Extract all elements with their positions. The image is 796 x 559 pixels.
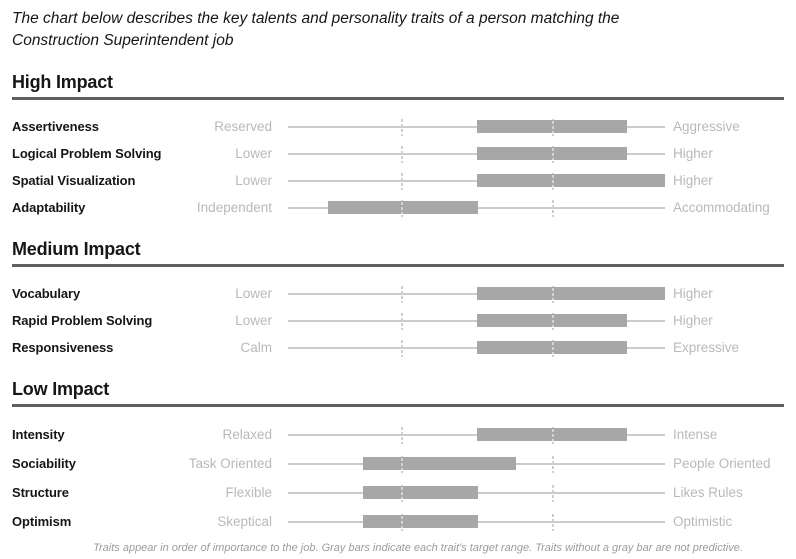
trait-scale-track: [288, 334, 665, 361]
section-title: High Impact: [12, 72, 113, 92]
trait-scale-track: [288, 478, 665, 507]
trait-name: Intensity: [12, 427, 65, 442]
scale-tick-overlay: [552, 342, 554, 354]
scale-tick: [401, 286, 403, 303]
left-anchor-label: Reserved: [214, 119, 272, 134]
trait-row: [12, 140, 784, 167]
trait-name: Spatial Visualization: [12, 173, 136, 188]
trait-row: [12, 194, 784, 221]
trait-name: Assertiveness: [12, 119, 99, 134]
section-divider-line: [12, 404, 784, 407]
trait-name: Sociability: [12, 456, 76, 471]
trait-rows: [12, 113, 784, 221]
left-anchor-label: Relaxed: [222, 427, 272, 442]
left-anchor-label: Independent: [196, 200, 272, 215]
trait-scale-track: [288, 307, 665, 334]
target-range-bar: [363, 486, 478, 499]
section-title: Low Impact: [12, 379, 110, 399]
scale-tick-overlay: [552, 148, 554, 160]
trait-name: Vocabulary: [12, 286, 81, 301]
right-anchor-label: Aggressive: [673, 119, 740, 134]
scale-tick: [401, 146, 403, 163]
scale-tick: [401, 340, 403, 357]
scale-tick: [552, 200, 554, 217]
trait-scale-track: [288, 507, 665, 536]
right-anchor-label: Higher: [673, 313, 713, 328]
impact-section: [12, 379, 784, 536]
left-anchor-label: Lower: [235, 173, 272, 188]
impact-section: [12, 239, 784, 361]
intro-text: The chart below describes the key talents and personality traits of a person matching the Construction Superintendent job: [12, 10, 620, 49]
left-anchor-label: Lower: [235, 146, 272, 161]
trait-row: [12, 280, 784, 307]
right-anchor-label: Intense: [673, 427, 718, 442]
left-anchor-label: Lower: [235, 313, 272, 328]
left-anchor-label: Lower: [235, 286, 272, 301]
scale-tick: [552, 514, 554, 531]
impact-section: [12, 72, 784, 221]
trait-name: Logical Problem Solving: [12, 146, 162, 161]
trait-scale-track: [288, 194, 665, 221]
trait-row: [12, 334, 784, 361]
trait-scale-track: [288, 113, 665, 140]
right-anchor-label: Higher: [673, 286, 713, 301]
trait-row: [12, 307, 784, 334]
right-anchor-label: Expressive: [673, 340, 740, 355]
right-anchor-label: Likes Rules: [673, 485, 743, 500]
trait-name: Adaptability: [12, 200, 86, 215]
target-range-bar: [363, 515, 478, 528]
trait-rows: [12, 280, 784, 361]
scale-tick-overlay: [552, 315, 554, 327]
left-anchor-label: Task Oriented: [188, 456, 272, 471]
scale-tick: [552, 485, 554, 502]
trait-name: Structure: [12, 485, 69, 500]
left-anchor-label: Flexible: [225, 485, 272, 500]
scale-tick-overlay: [552, 121, 554, 133]
trait-row: [12, 113, 784, 140]
right-anchor-label: Accommodating: [673, 200, 770, 215]
right-anchor-label: Optimistic: [673, 514, 733, 529]
right-anchor-label: People Oriented: [673, 456, 771, 471]
scale-tick-overlay: [401, 458, 403, 470]
trait-scale-track: [288, 140, 665, 167]
scale-tick-overlay: [401, 487, 403, 499]
trait-name: Responsiveness: [12, 340, 114, 355]
section-divider-line: [12, 264, 784, 267]
trait-row: [12, 167, 784, 194]
trait-row: [12, 478, 784, 507]
trait-row: [12, 507, 784, 536]
scale-tick: [401, 427, 403, 444]
left-anchor-label: Calm: [240, 340, 272, 355]
trait-scale-track: [288, 449, 665, 478]
section-title: Medium Impact: [12, 239, 141, 259]
trait-name: Optimism: [12, 514, 72, 529]
scale-tick-overlay: [552, 429, 554, 441]
scale-tick-overlay: [552, 175, 554, 187]
target-range-bar: [477, 287, 666, 300]
scale-tick: [552, 456, 554, 473]
scale-tick: [401, 119, 403, 136]
trait-row: [12, 449, 784, 478]
scale-tick-overlay: [401, 202, 403, 214]
section-divider-line: [12, 97, 784, 100]
trait-scale-track: [288, 280, 665, 307]
left-anchor-label: Skeptical: [217, 514, 272, 529]
trait-scale-track: [288, 420, 665, 449]
trait-row: [12, 420, 784, 449]
trait-scale-track: [288, 167, 665, 194]
right-anchor-label: Higher: [673, 146, 713, 161]
target-range-bar: [477, 174, 666, 187]
footnote-text: Traits appear in order of importance to the job. Gray bars indicate each trait's target range. Traits without a gray bar are not predictive.: [93, 542, 743, 554]
scale-tick: [401, 173, 403, 190]
scale-tick-overlay: [552, 288, 554, 300]
trait-name: Rapid Problem Solving: [12, 313, 153, 328]
target-range-bar: [363, 457, 516, 470]
right-anchor-label: Higher: [673, 173, 713, 188]
trait-rows: [12, 420, 784, 536]
sections-container: [12, 72, 784, 536]
scale-tick: [401, 313, 403, 330]
scale-tick-overlay: [401, 516, 403, 528]
